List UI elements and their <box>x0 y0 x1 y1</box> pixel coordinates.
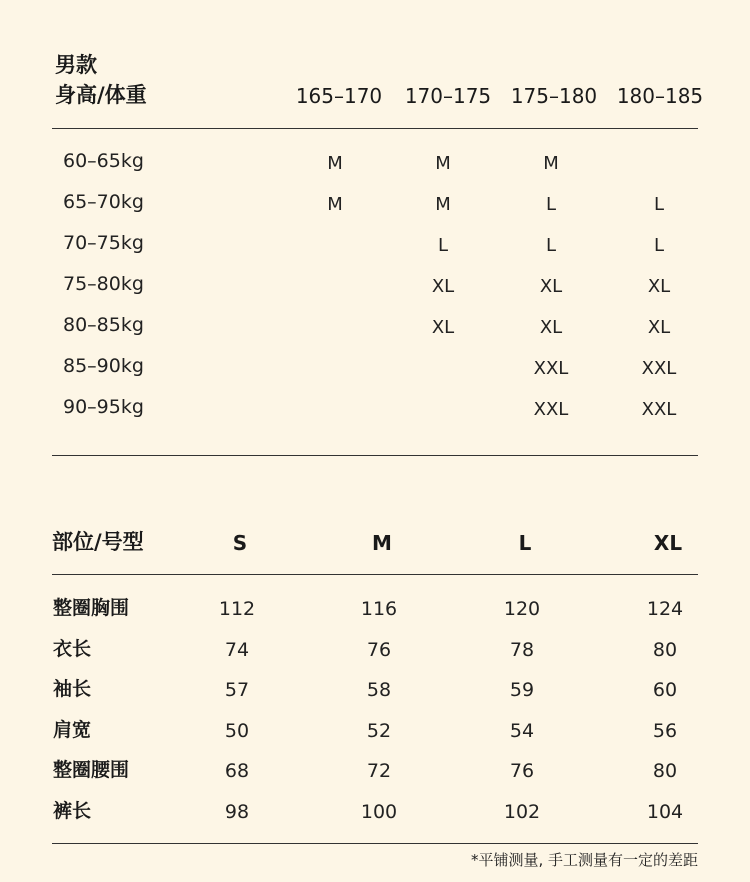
measurement-cell: 74 <box>224 639 250 661</box>
body-part-label: 裤长 <box>53 800 92 822</box>
size-cell: XXL <box>641 358 677 379</box>
measurement-cell: 80 <box>652 639 678 661</box>
table-row <box>0 316 750 346</box>
measurement-cell: 76 <box>366 639 392 661</box>
measurement-cell: 124 <box>646 598 684 620</box>
table-divider <box>52 128 698 129</box>
size-cell: L <box>545 235 557 256</box>
measurement-footnote: *平铺测量, 手工测量有一定的差距 <box>470 851 698 869</box>
table-row <box>0 761 750 791</box>
size-cell: L <box>545 194 557 215</box>
body-part-label: 肩宽 <box>53 719 92 741</box>
measurement-cell: 104 <box>646 801 684 823</box>
weight-label: 60–65kg <box>63 150 144 172</box>
table-row <box>0 640 750 670</box>
measurement-cell: 60 <box>652 679 678 701</box>
height-column-header: 170–175 <box>404 84 492 108</box>
size-cell: XL <box>431 317 455 338</box>
size-cell: XL <box>647 317 671 338</box>
measurement-cell: 116 <box>360 598 398 620</box>
table-row <box>0 721 750 751</box>
size-cell: XL <box>431 276 455 297</box>
measurement-cell: 54 <box>509 720 535 742</box>
weight-label: 70–75kg <box>63 232 144 254</box>
size-cell: L <box>653 194 665 215</box>
size-cell: XL <box>647 276 671 297</box>
measurement-cell: 52 <box>366 720 392 742</box>
weight-label: 80–85kg <box>63 314 144 336</box>
measurement-cell: 57 <box>224 679 250 701</box>
measurement-cell: 56 <box>652 720 678 742</box>
size-cell: M <box>543 153 559 174</box>
measurement-cell: 76 <box>509 760 535 782</box>
body-part-label: 整圈胸围 <box>53 597 130 619</box>
measurement-cell: 102 <box>503 801 541 823</box>
size-cell: M <box>435 153 451 174</box>
table-row <box>0 234 750 264</box>
body-part-label: 整圈腰围 <box>53 759 130 781</box>
table-divider <box>52 455 698 456</box>
measurement-cell: 98 <box>224 801 250 823</box>
weight-label: 65–70kg <box>63 191 144 213</box>
weight-label: 75–80kg <box>63 273 144 295</box>
table-row <box>0 152 750 182</box>
measurement-cell: 58 <box>366 679 392 701</box>
body-part-label: 衣长 <box>53 638 92 660</box>
weight-label: 90–95kg <box>63 396 144 418</box>
table-row <box>0 357 750 387</box>
table-row <box>0 193 750 223</box>
measurement-cell: 68 <box>224 760 250 782</box>
size-cell: M <box>327 153 343 174</box>
size-cell: XL <box>539 317 563 338</box>
measurement-cell: 72 <box>366 760 392 782</box>
height-column-header: 175–180 <box>510 84 598 108</box>
table-divider <box>52 843 698 844</box>
table-row <box>0 680 750 710</box>
size-column-header: L <box>518 531 532 555</box>
weight-label: 85–90kg <box>63 355 144 377</box>
size-cell: M <box>435 194 451 215</box>
size-cell: XXL <box>533 399 569 420</box>
table-row <box>0 398 750 428</box>
measurement-cell: 59 <box>509 679 535 701</box>
size-cell: L <box>653 235 665 256</box>
size-chart-title: 男款 <box>55 53 97 77</box>
measurement-cell: 50 <box>224 720 250 742</box>
measurement-header-label: 部位/号型 <box>52 530 144 554</box>
table-divider <box>52 574 698 575</box>
size-column-header: M <box>372 531 392 555</box>
size-cell: L <box>437 235 449 256</box>
table-row <box>0 275 750 305</box>
height-weight-header: 身高/体重 <box>55 83 147 107</box>
table-row <box>0 802 750 832</box>
measurement-cell: 112 <box>218 598 256 620</box>
measurement-cell: 120 <box>503 598 541 620</box>
size-cell: XL <box>539 276 563 297</box>
size-cell: M <box>327 194 343 215</box>
height-column-header: 165–170 <box>295 84 383 108</box>
size-column-header: S <box>232 531 248 555</box>
measurement-cell: 78 <box>509 639 535 661</box>
size-column-header: XL <box>653 531 683 555</box>
size-cell: XXL <box>533 358 569 379</box>
table-row <box>0 599 750 629</box>
measurement-cell: 80 <box>652 760 678 782</box>
height-column-header: 180–185 <box>616 84 704 108</box>
size-cell: XXL <box>641 399 677 420</box>
measurement-cell: 100 <box>360 801 398 823</box>
body-part-label: 袖长 <box>53 678 92 700</box>
